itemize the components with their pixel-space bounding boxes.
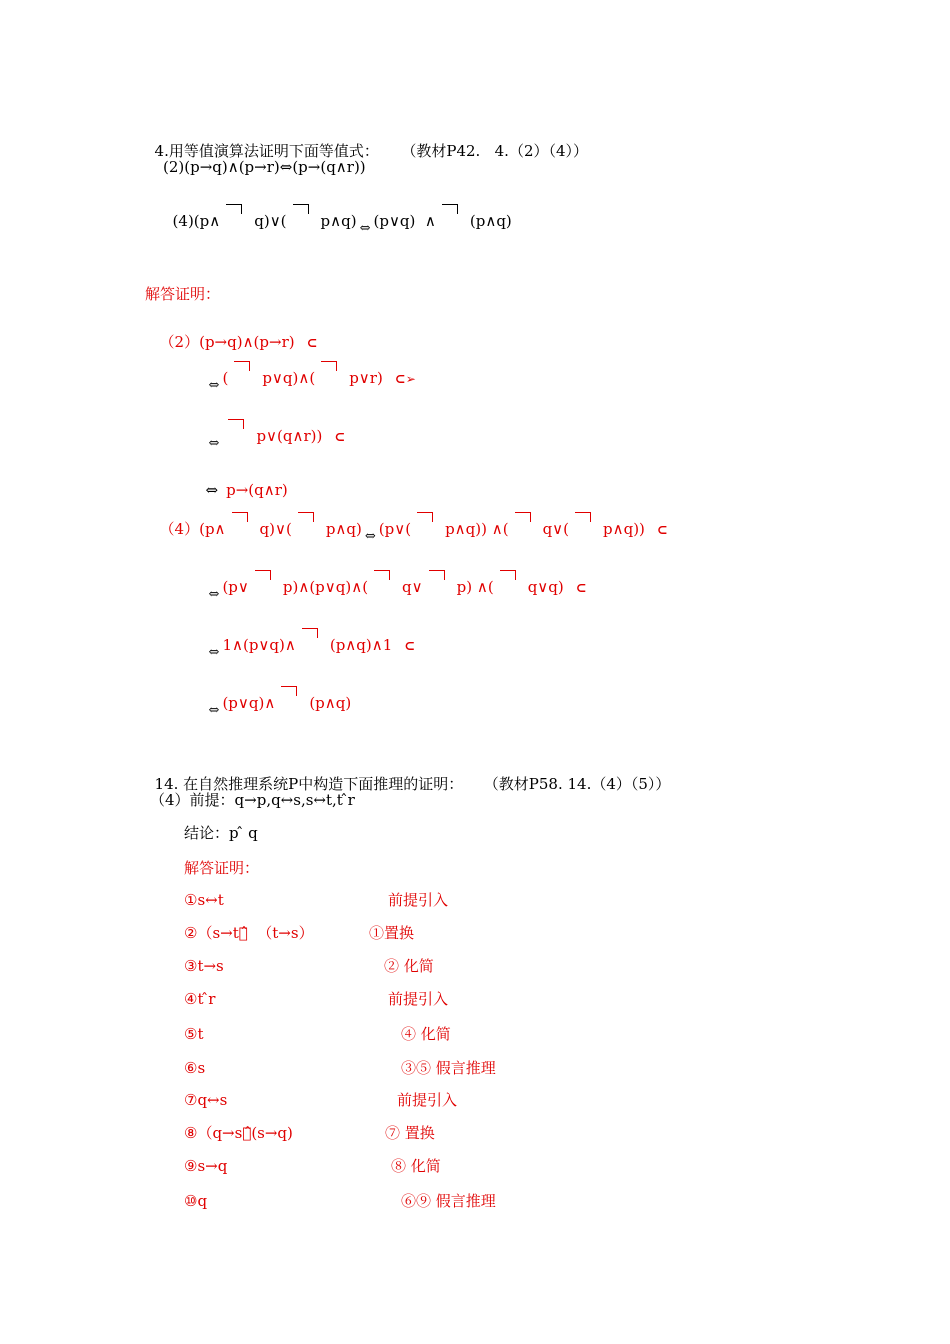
step-reason: 前提引入 <box>388 990 449 1008</box>
f4-part: (4)(p∧ <box>172 212 221 230</box>
mark-icon: ⊂ <box>404 639 416 654</box>
step-part: p∧q) <box>325 520 362 538</box>
step-formula: ⑨s→q <box>184 1157 228 1175</box>
f4-part: (p∧q) <box>469 212 512 230</box>
q14-conclusion: 结论：p ̂ q <box>184 824 258 842</box>
step-part: 1∧(p∨q)∧ <box>222 636 296 654</box>
arrow-icon: ➢ <box>405 372 416 386</box>
step-part: （4）(p∧ <box>159 520 226 538</box>
step-part: p) ∧( <box>456 578 494 596</box>
step-part: (p∨q)∧ <box>222 694 276 712</box>
step-reason: ② 化简 <box>384 957 434 975</box>
proof4-step2 <box>196 623 416 660</box>
negation-icon <box>321 361 343 375</box>
step-part: ( <box>222 369 229 387</box>
q4-formula-2: (2)(p→q)∧(p→r)⇔(p→(q∧r)) <box>163 158 366 176</box>
q14-title <box>145 762 670 792</box>
step-part: p∨r) <box>349 369 383 387</box>
q4-title-text: 4.用等值演算法证明下面等值式： <box>154 142 379 160</box>
step-formula: ⑧（q→s）̂(s→q) <box>184 1124 293 1142</box>
q14-premise: （4）前提：q→p,q↔s,s↔t,t ̂r <box>150 791 355 809</box>
equivalence-icon: ⇔ <box>208 436 220 451</box>
negation-icon <box>575 512 597 526</box>
step-formula: ⑤t <box>184 1025 204 1043</box>
step-reason: 前提引入 <box>397 1091 458 1109</box>
step-part: q∨( <box>542 520 570 538</box>
step-reason: ⑦ 置换 <box>385 1124 435 1142</box>
negation-icon <box>232 512 254 526</box>
equivalence-icon: ⇔ <box>208 703 220 718</box>
proof4-head <box>150 507 668 544</box>
f4-part: q)∨( <box>254 212 287 230</box>
equivalence-icon: ⇔ <box>208 587 220 602</box>
mark-icon: ⊂ <box>656 523 668 538</box>
step-part: p∨(q∧r)) <box>256 427 323 445</box>
step-reason: 前提引入 <box>388 891 449 909</box>
q14-title-text: 14. 在自然推理系统P中构造下面推理的证明： <box>154 775 464 793</box>
step-formula: ⑩q <box>184 1192 208 1210</box>
step-formula: ⑦q↔s <box>184 1091 228 1109</box>
step-part: q∨ <box>402 578 423 596</box>
negation-icon <box>417 512 439 526</box>
step-reason: ④ 化简 <box>401 1025 451 1043</box>
step-part: q∨q) <box>527 578 564 596</box>
step-reason: ③⑤ 假言推理 <box>401 1059 496 1077</box>
negation-icon <box>234 361 256 375</box>
proof2-head-text: （2）(p→q)∧(p→r) <box>159 333 295 351</box>
q4-title <box>145 129 588 159</box>
equivalence-icon: ⇔ <box>205 481 219 499</box>
f4-part: (p∨q) ∧ <box>373 212 436 230</box>
negation-icon <box>442 204 464 218</box>
negation-icon <box>228 419 250 433</box>
step-part: p∧q)) <box>603 520 645 538</box>
step-reason: ⑥⑨ 假言推理 <box>401 1192 496 1210</box>
q4-answer-heading: 解答证明： <box>145 285 221 303</box>
mark-icon: ⊂ <box>575 581 587 596</box>
step-text: p→(q∧r) <box>226 481 288 499</box>
proof2-step2 <box>196 414 346 451</box>
step-reason: ①置换 <box>369 924 415 942</box>
f4-part: p∧q) <box>320 212 357 230</box>
step-part: (p∧q) <box>309 694 352 712</box>
negation-icon <box>281 686 303 700</box>
mark-icon: ⊂ <box>306 336 318 351</box>
negation-icon <box>374 570 396 584</box>
mark-icon: ⊂ <box>334 430 346 445</box>
equivalence-icon: ⇔ <box>364 529 376 544</box>
step-part: (p∨ <box>222 578 249 596</box>
step-formula: ①s↔t <box>184 891 224 909</box>
q4-reference: （教材P42. 4.（2）（4）） <box>408 142 589 160</box>
negation-icon <box>226 204 248 218</box>
step-formula: ④t ̂r <box>184 990 216 1008</box>
proof4-step3 <box>196 681 352 718</box>
mark-icon: ⊂ <box>394 372 406 387</box>
step-part: p)∧(p∨q)∧( <box>282 578 369 596</box>
step-part: p∧q)) ∧( <box>445 520 509 538</box>
q4-formula-4 <box>163 199 512 236</box>
step-formula: ②（s→t）̂ （t→s） <box>184 924 314 942</box>
negation-icon <box>515 512 537 526</box>
negation-icon <box>255 570 277 584</box>
negation-icon <box>298 512 320 526</box>
negation-icon <box>302 628 324 642</box>
proof4-step1 <box>196 565 587 602</box>
negation-icon <box>429 570 451 584</box>
step-part: (p∨( <box>378 520 412 538</box>
equivalence-icon: ⇔ <box>359 221 371 236</box>
equivalence-icon: ⇔ <box>208 645 220 660</box>
step-formula: ⑥s <box>184 1059 206 1077</box>
q14-reference: （教材P58. 14.（4）（5）） <box>491 775 671 793</box>
step-reason: ⑧ 化简 <box>391 1157 441 1175</box>
step-formula: ③t→s <box>184 957 224 975</box>
q14-answer-heading: 解答证明： <box>184 859 260 877</box>
negation-icon <box>293 204 315 218</box>
negation-icon <box>500 570 522 584</box>
step-part: p∨q)∧( <box>262 369 316 387</box>
proof2-step3 <box>196 468 288 498</box>
proof2-step1 <box>196 356 416 393</box>
step-part: q)∨( <box>259 520 292 538</box>
equivalence-icon: ⇔ <box>208 378 220 393</box>
step-part: (p∧q)∧1 <box>329 636 393 654</box>
proof2-head <box>150 320 318 350</box>
